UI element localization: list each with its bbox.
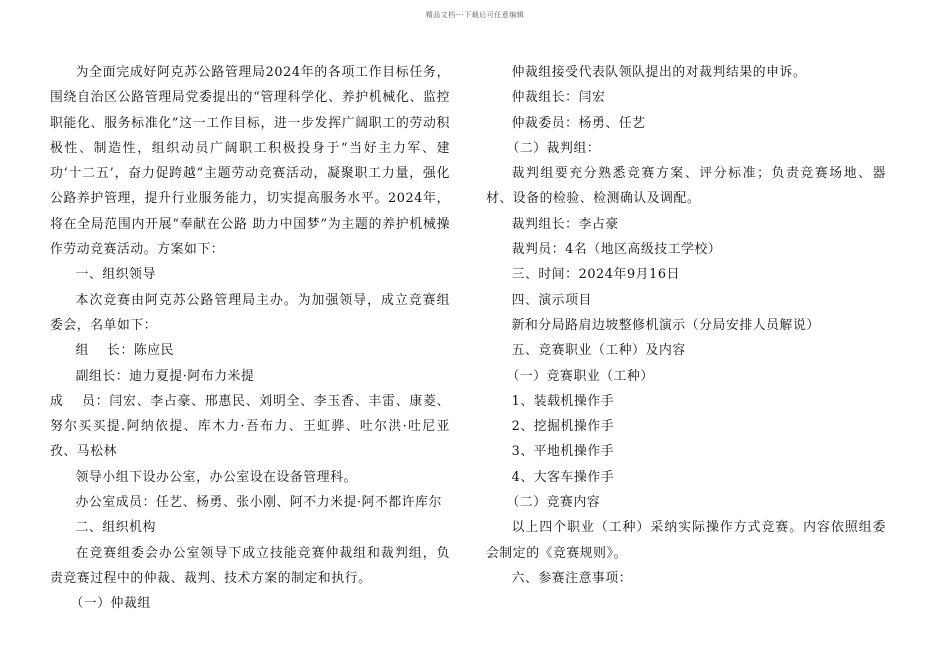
right-column [486,60,886,591]
office-members-line: 办公室成员：任艺、杨勇、张小刚、阿不力米提·阿不都许库尔 [75,495,442,511]
subheading-arbitration-group: （一）仲裁组 [70,596,151,612]
page-header: 精品文档---下载后可任意编辑 [425,11,525,19]
leadership-paragraph: 本次竞赛由阿克苏公路管理局主办。为加强领导，成立竞赛组委会，名单如下： [50,292,450,333]
referees-line: 裁判员：4名（地区高级技工学校） [511,242,722,258]
referee-leader-line: 裁判组长：李占豪 [511,216,619,232]
arbitration-leader-line: 仲裁组长：闫宏 [511,90,606,106]
occupation-item: 3、平地机操作手 [511,444,615,460]
referee-duty-paragraph: 裁判组要充分熟悉竞赛方案、评分标准；负责竞赛场地、器材、设备的检验、检测确认及调配。 [486,166,886,207]
members-line: 成 员：闫宏、李占豪、邢惠民、刘明全、李玉香、丰雷、康菱、努尔买买提.阿纳依提、库木力·吾布力、王虹骅、吐尔洪·吐尼亚孜、马松林 [50,393,450,460]
arbitration-duty-line: 仲裁组接受代表队领队提出的对裁判结果的申诉。 [511,65,807,80]
section-heading-notes: 六、参赛注意事项： [511,570,633,586]
subheading-referee-group: （二）裁判组： [506,140,601,156]
arbitration-members-line: 仲裁委员：杨勇、任艺 [511,115,646,131]
deputy-leader-line: 副组长：迪力夏提·阿布力米提 [75,368,255,384]
group-leader-line: 组 长：陈应民 [75,343,175,359]
content-paragraph: 以上四个职业（工种）采纳实际操作方式竞赛。内容依照组委会制定的《竞赛规则》。 [486,520,886,561]
section-heading-time: 三、时间：2024年9月16日 [511,267,680,283]
section-heading-occupations: 五、竞赛职业（工种）及内容 [511,343,686,359]
intro-paragraph: 为全面完成好阿克苏公路管理局2024年的各项工作目标任务，围绕自治区公路管理局党委提出的“管理科学化、养护机械化、监控职能化、服务标准化”这一工作目标，进一步发挥广阔职工的劳动积极性、制造性，组织动员广阔职工积极投身于“当好主力军、建功‘十二五’，奋力促跨越”主题劳动竞赛活动，凝聚职工力量，强化公路养护管理，提升行业服务能力，切实提高服务水平。2024年，将在全局范围内开展“奉献在公路 助力中国梦”为主题的养护机械操作劳动竞赛活动。方案如下： [50,65,450,258]
office-location-line: 领导小组下设办公室，办公室设在设备管理科。 [75,469,357,485]
occupation-item: 2、挖掘机操作手 [511,419,615,435]
occupation-item: 4、大客车操作手 [511,469,615,485]
section-heading-organization: 二、组织机构 [75,520,156,536]
section-heading-leadership: 一、组织领导 [75,267,156,283]
demo-item-line: 新和分局路肩边坡整修机演示（分局安排人员解说） [511,317,820,333]
subheading-content: （二）竞赛内容 [506,495,601,511]
organization-paragraph: 在竞赛组委会办公室领导下成立技能竞赛仲裁组和裁判组，负责竞赛过程中的仲裁、裁判、技术方案的制定和执行。 [50,545,450,586]
subheading-occupations: （一）竞赛职业（工种） [506,368,654,384]
occupation-item: 1、装载机操作手 [511,393,615,409]
section-heading-demo: 四、演示项目 [511,292,592,308]
left-column [50,60,450,617]
